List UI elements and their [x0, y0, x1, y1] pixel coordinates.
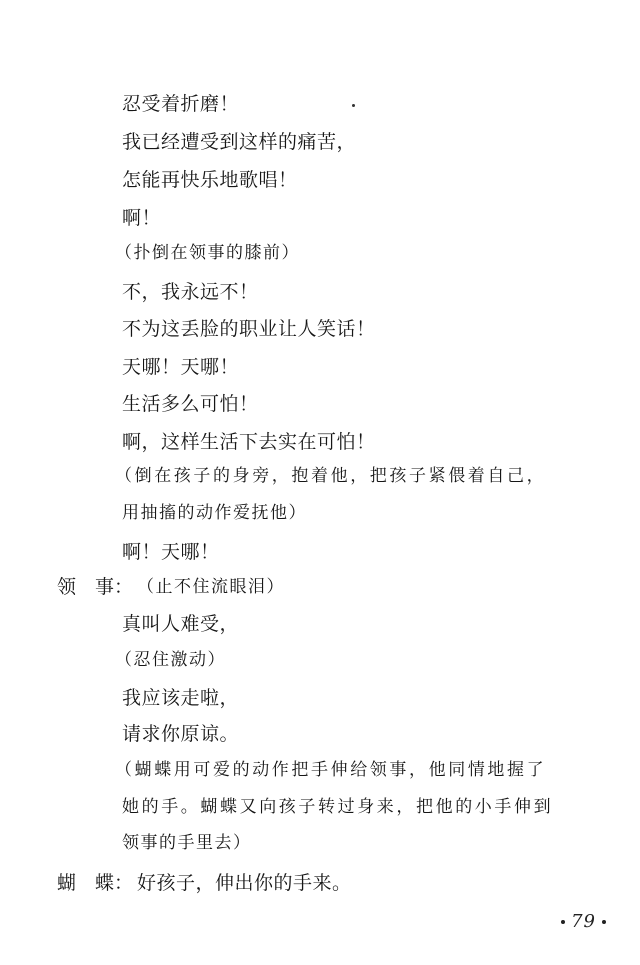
verse-line: 真叫人难受，	[122, 613, 240, 635]
stage-direction: 领事的手里去）	[122, 833, 252, 853]
verse-line: 请求你原谅。	[122, 723, 240, 745]
verse-line: 天哪！天哪！	[122, 356, 240, 378]
stage-direction: （扑倒在领事的膝前）	[115, 243, 300, 263]
verse-line: 啊！天哪！	[122, 541, 220, 563]
verse-line: 啊！	[122, 207, 162, 229]
stage-direction: （忍住激动）	[115, 650, 226, 670]
verse-line: 不，我永远不！	[122, 281, 259, 303]
bullet-dot-icon	[561, 920, 565, 924]
verse-line: 我已经遭受到这样的痛苦，	[122, 131, 357, 153]
verse-line: 好孩子，伸出你的手来。	[137, 872, 352, 894]
speaker-butterfly: 蝴 蝶：	[57, 872, 134, 894]
stage-direction: （蝴蝶用可爱的动作把手伸给领事，他同情地握了	[115, 760, 547, 780]
verse-line: 怎能再快乐地歌唱！	[122, 169, 298, 191]
verse-line: 忍受着折磨！	[122, 93, 240, 115]
stage-direction: （止不住流眼泪）	[137, 577, 285, 597]
bullet-dot-icon	[602, 920, 606, 924]
stage-direction: 用抽搐的动作爱抚他）	[122, 503, 307, 523]
verse-line: 啊，这样生活下去实在可怕！	[122, 431, 376, 453]
verse-line: 我应该走啦，	[122, 687, 240, 709]
verse-line: 生活多么可怕！	[122, 393, 259, 415]
speaker-consul: 领 事：	[57, 576, 134, 598]
verse-line: 不为这丢脸的职业让人笑话！	[122, 318, 376, 340]
page-number-text: 79	[571, 911, 596, 932]
print-speck	[352, 104, 355, 107]
stage-direction: 她的手。蝴蝶又向孩子转过身来，把他的小手伸到	[122, 797, 554, 817]
page-number	[555, 910, 612, 934]
stage-direction: （倒在孩子的身旁，抱着他，把孩子紧偎着自己，	[115, 466, 547, 486]
